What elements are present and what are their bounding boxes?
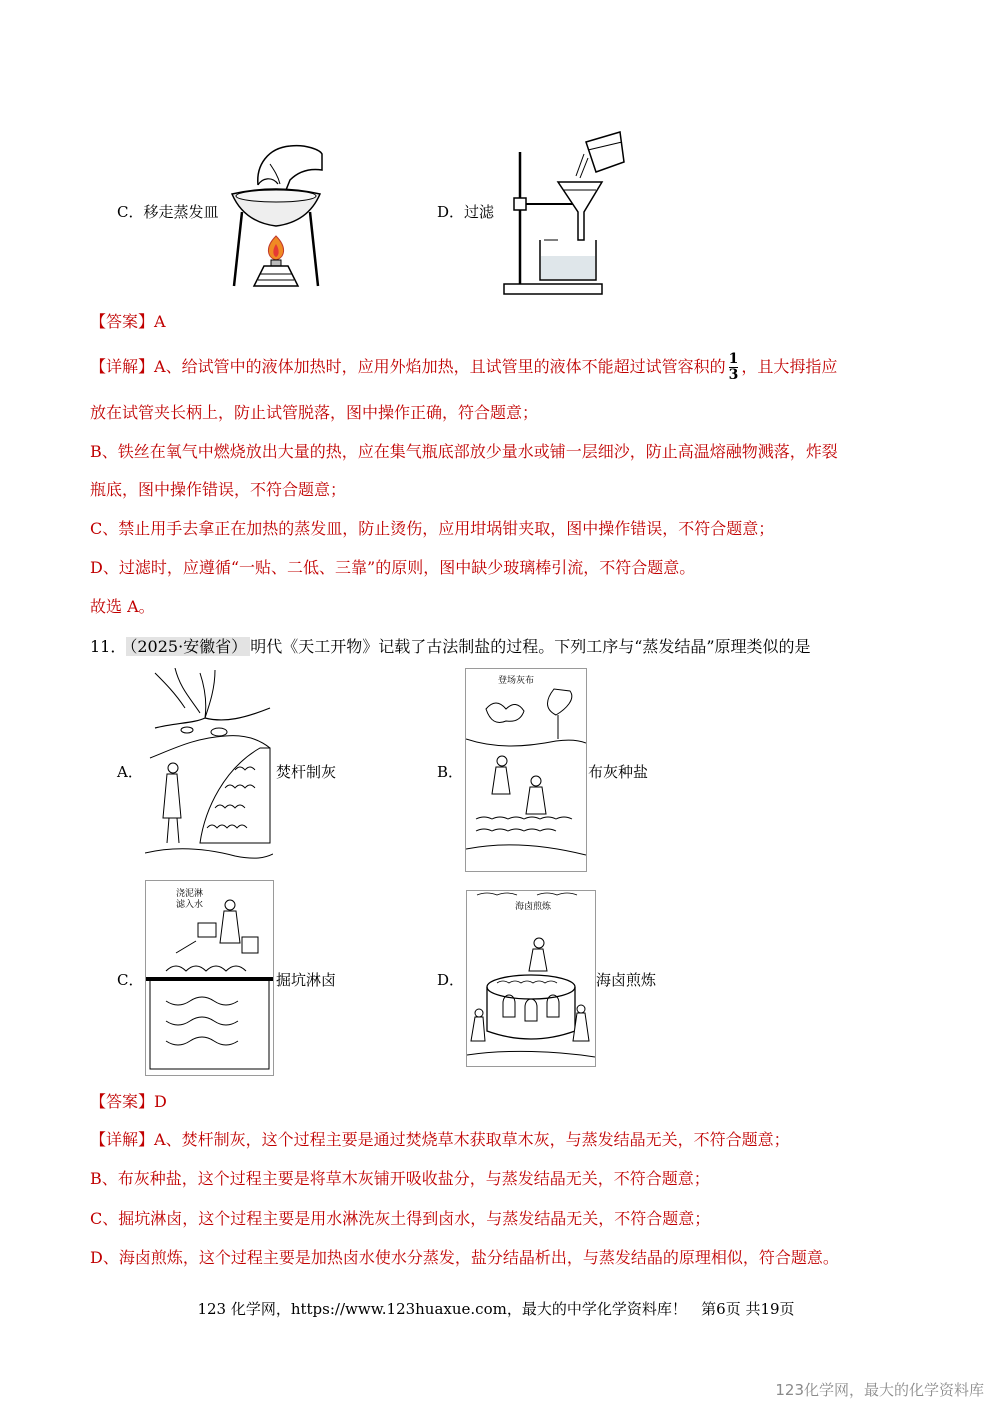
q11-option-a-letter: A． <box>117 763 143 781</box>
q11-figure-a <box>145 668 273 871</box>
q10-conclusion: 故选 A。 <box>90 597 155 616</box>
q10-detail-a-line2: 放在试管夹长柄上，防止试管脱落，图中操作正确，符合题意； <box>90 403 539 422</box>
q11-figure-b <box>465 668 587 872</box>
page-footer <box>0 1298 992 1319</box>
q10-answer: 【答案】A <box>90 312 166 331</box>
q11-answer: 【答案】D <box>90 1092 167 1111</box>
q11-figure-c <box>145 880 274 1076</box>
q11-stem: 11． （2025·安徽省） 明代《天工开物》记载了古法制盐的过程。下列工序与“蒸发结晶”原理类似的是 <box>90 637 811 656</box>
fig-c-caption: 浇泥淋滤入水 <box>176 889 204 910</box>
q11-detail-c: C、掘坑淋卤，这个过程主要是用水淋洗灰土得到卤水，与蒸发结晶无关，不符合题意； <box>90 1209 711 1228</box>
q11-figure-d <box>466 890 596 1067</box>
q11-option-c-text: 掘坑淋卤 <box>276 971 337 989</box>
q11-option-d-letter: D． <box>437 971 465 989</box>
q11-source-badge: （2025·安徽省） <box>126 637 250 656</box>
q11-detail-d: D、海卤煎炼，这个过程主要是加热卤水使水分蒸发，盐分结晶析出，与蒸发结晶的原理相似，符合题意。 <box>90 1248 839 1267</box>
fig-b-caption: 登场灰布 <box>498 676 535 686</box>
q11-option-c-letter: C． <box>117 971 144 989</box>
q11-option-b-letter: B． <box>437 763 464 781</box>
q11-option-a-text: 焚杆制灰 <box>276 763 337 781</box>
q10-detail-d: D、过滤时，应遵循“一贴、二低、三靠”的原则，图中缺少玻璃棒引流，不符合题意。 <box>90 558 696 577</box>
footer-site-text: 123 化学网，https://www.123huaxue.com，最大的中学化学资料库！ <box>197 1300 687 1318</box>
q10-detail-c: C、禁止用手去拿正在加热的蒸发皿，防止烫伤，应用坩埚钳夹取，图中操作错误，不符合题意； <box>90 519 775 538</box>
option-c-label: C．移走蒸发皿 <box>117 203 219 221</box>
fig-d-caption: 海卤煎炼 <box>515 902 552 912</box>
q10-detail-b-line2: 瓶底，图中操作错误，不符合题意； <box>90 480 347 499</box>
fraction-one-third: $\frac{1}{3}$ <box>728 351 739 383</box>
footer-page-number: 第6页 共19页 <box>701 1300 795 1318</box>
watermark: 123化学网，最大的化学资料库 <box>775 1381 984 1399</box>
evaporating-dish-figure <box>228 140 324 290</box>
filtration-figure <box>500 128 630 296</box>
q10-detail-a-line1: 【详解】A、给试管中的液体加热时，应用外焰加热，且试管里的液体不能超过试管容积的 $\frac{1}{3}$ ，且大拇指应 <box>90 351 838 383</box>
q11-detail-b: B、布灰种盐，这个过程主要是将草木灰铺开吸收盐分，与蒸发结晶无关，不符合题意； <box>90 1169 710 1188</box>
option-d-label: D．过滤 <box>437 203 495 221</box>
q11-option-d-text: 海卤煎炼 <box>596 971 657 989</box>
q11-detail-a: 【详解】A、焚杆制灰，这个过程主要是通过焚烧草木获取草木灰，与蒸发结晶无关，不符合题意； <box>90 1130 790 1149</box>
q11-option-b-text: 布灰种盐 <box>588 763 649 781</box>
q10-detail-b-line1: B、铁丝在氧气中燃烧放出大量的热，应在集气瓶底部放少量水或铺一层细沙，防止高温熔融物溅落，炸裂 <box>90 442 838 461</box>
